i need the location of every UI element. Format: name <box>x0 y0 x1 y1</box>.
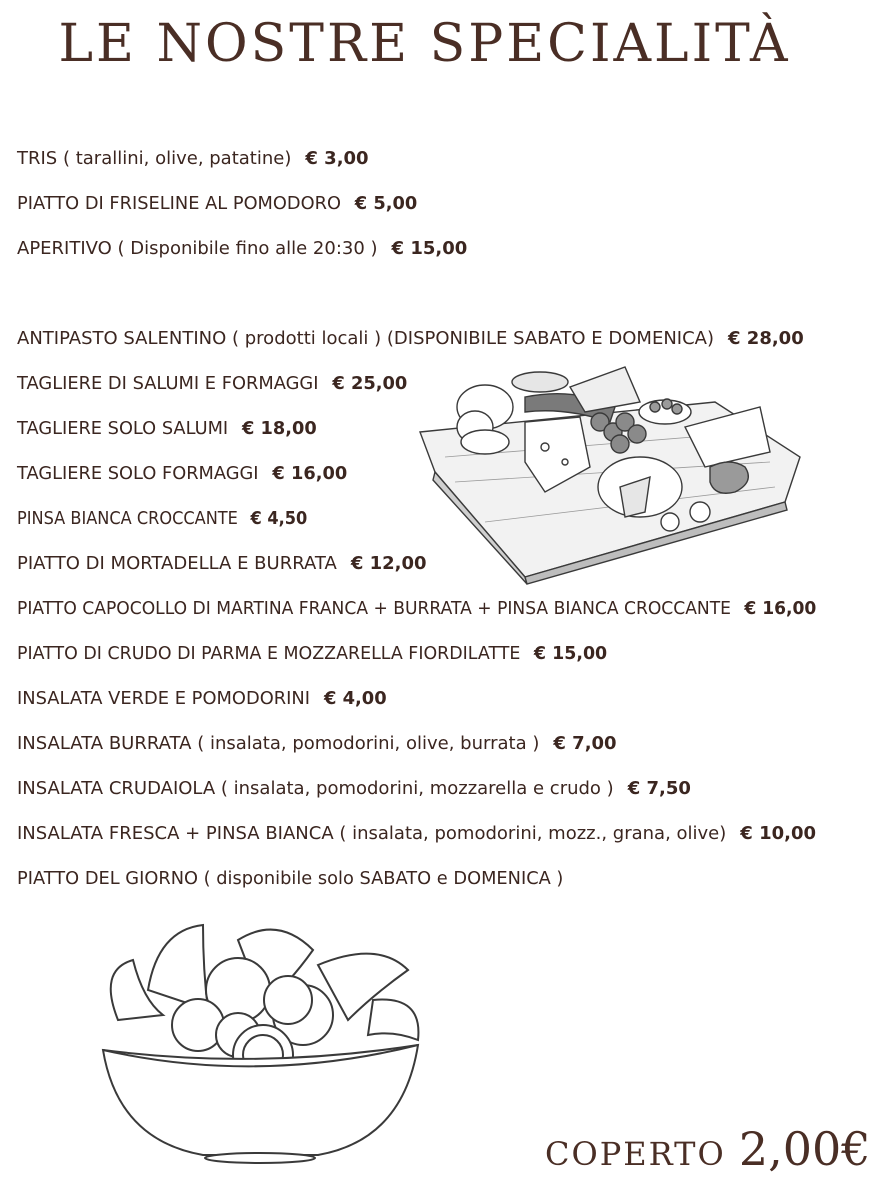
menu-item-price: € 10,00 <box>740 823 817 844</box>
menu-item-name: PIATTO DI FRISELINE AL POMODORO <box>17 193 341 214</box>
page-title: LE NOSTRE SPECIALITÀ <box>58 14 791 74</box>
menu-item <box>17 733 617 754</box>
menu-item-price: € 15,00 <box>391 238 468 259</box>
menu-item-name: PIATTO DI MORTADELLA E BURRATA <box>17 553 337 574</box>
menu-item <box>17 508 307 529</box>
coperto-charge <box>545 1122 871 1176</box>
menu-item-price: € 16,00 <box>744 598 817 619</box>
menu-item <box>17 148 369 169</box>
menu-item-name: ANTIPASTO SALENTINO ( prodotti locali ) (DISPONIBILE SABATO E DOMENICA) <box>17 328 714 349</box>
menu-item-name: PIATTO DEL GIORNO ( disponibile solo SABATO e DOMENICA ) <box>17 868 564 889</box>
menu-item-name: INSALATA BURRATA ( insalata, pomodorini, olive, burrata ) <box>17 733 540 754</box>
menu-item <box>17 553 427 574</box>
menu-item-name: PIATTO CAPOCOLLO DI MARTINA FRANCA + BURRATA + PINSA BIANCA CROCCANTE <box>17 598 732 619</box>
menu-item <box>17 418 317 439</box>
menu-item-name: INSALATA VERDE E POMODORINI <box>17 688 311 709</box>
menu-item-name: APERITIVO ( Disponibile fino alle 20:30 ) <box>17 238 378 259</box>
menu-item <box>17 373 407 394</box>
menu-item-price: € 4,00 <box>323 688 387 709</box>
menu-item-price: € 5,00 <box>354 193 418 214</box>
menu-item <box>17 463 347 484</box>
coperto-label: COPERTO <box>545 1135 726 1173</box>
menu-item-name: TAGLIERE SOLO FORMAGGI <box>17 463 259 484</box>
menu-item-price: € 7,00 <box>553 733 617 754</box>
coperto-amount: 2,00€ <box>738 1122 871 1176</box>
menu-item-price: € 16,00 <box>272 463 348 484</box>
menu-item-price: € 12,00 <box>350 553 427 574</box>
salad-bowl-icon <box>88 910 433 1165</box>
menu-item-price: € 3,00 <box>305 148 369 169</box>
menu-item-price: € 28,00 <box>728 328 804 349</box>
menu-item-name: PIATTO DI CRUDO DI PARMA E MOZZARELLA FIORDILATTE <box>17 643 521 664</box>
menu-item <box>17 193 417 214</box>
menu-item-name: TRIS ( tarallini, olive, patatine) <box>17 148 292 169</box>
menu-item-name: TAGLIERE DI SALUMI E FORMAGGI <box>17 373 319 394</box>
menu-item-price: € 25,00 <box>332 373 408 394</box>
menu-item <box>17 643 607 664</box>
menu-item <box>17 598 816 619</box>
menu-item-name: PINSA BIANCA CROCCANTE <box>17 508 238 529</box>
menu-item <box>17 238 467 259</box>
menu-item <box>17 778 691 799</box>
menu-item-name: INSALATA FRESCA + PINSA BIANCA ( insalata, pomodorini, mozz., grana, olive) <box>17 823 727 844</box>
menu-item-price: € 7,50 <box>627 778 691 799</box>
menu-item-name: TAGLIERE SOLO SALUMI <box>17 418 229 439</box>
menu-item-name: INSALATA CRUDAIOLA ( insalata, pomodorini, mozzarella e crudo ) <box>17 778 614 799</box>
menu-item <box>17 823 816 844</box>
menu-item-price: € 4,50 <box>250 508 308 529</box>
menu-item-price: € 18,00 <box>241 418 317 439</box>
menu-item <box>17 328 804 349</box>
cheese-board-icon <box>415 362 805 582</box>
menu-item-price: € 15,00 <box>533 643 608 664</box>
menu-item <box>17 868 577 889</box>
menu-item <box>17 688 387 709</box>
